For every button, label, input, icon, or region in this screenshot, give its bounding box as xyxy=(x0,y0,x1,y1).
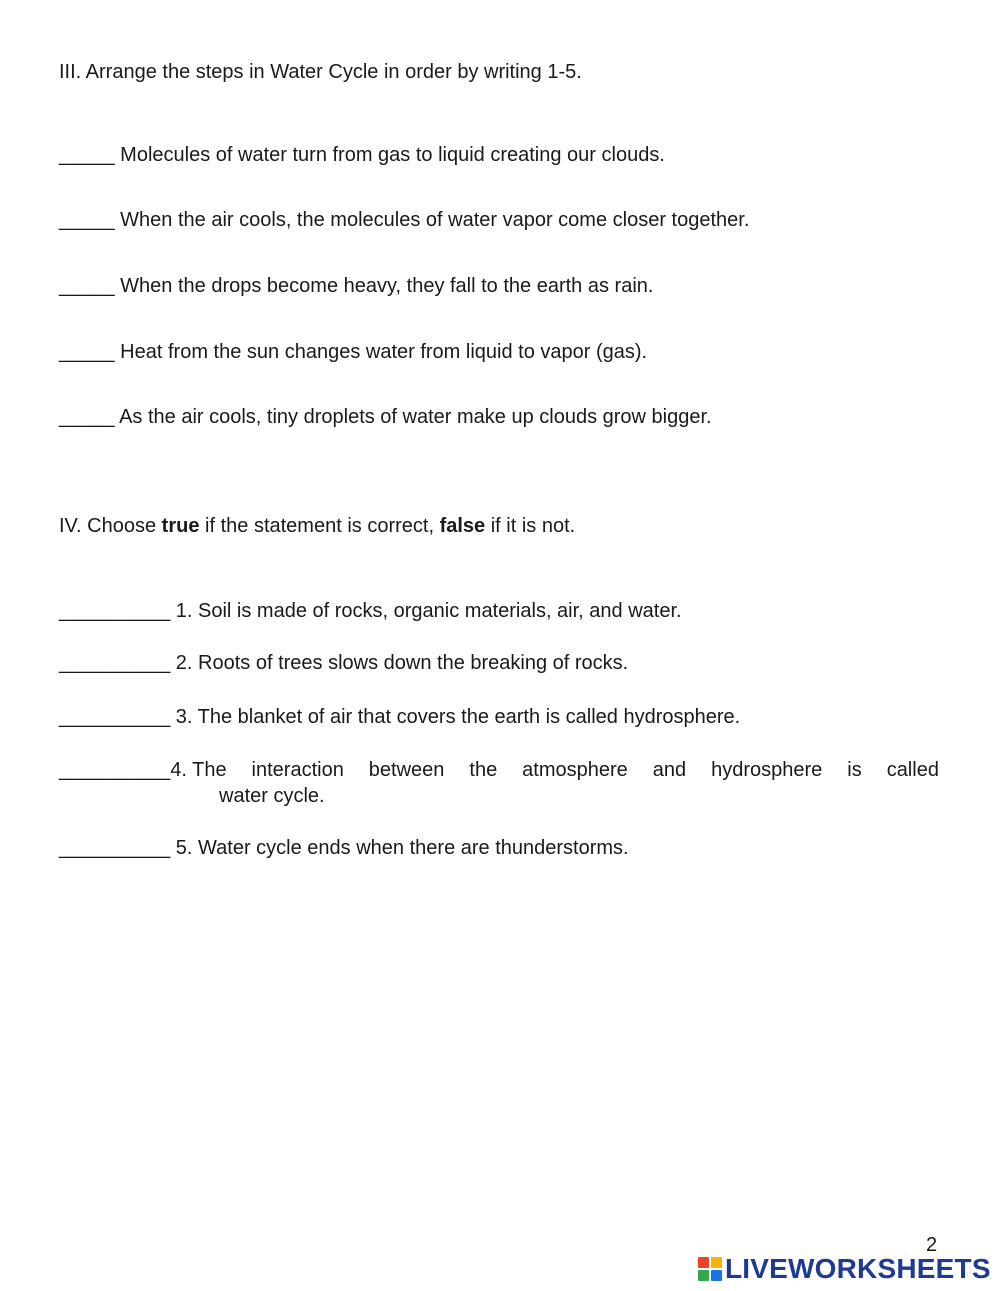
logo-wordmark: LIVEWORKSHEETS xyxy=(725,1253,991,1284)
section-3-heading: III. Arrange the steps in Water Cycle in order by writing 1-5. xyxy=(59,61,582,83)
ordering-item-text: When the air cools, the molecules of water vapor come closer together. xyxy=(114,209,750,231)
page-number: 2 xyxy=(926,1234,938,1256)
answer-blank[interactable]: __________ xyxy=(59,600,171,622)
ordering-item-text: When the drops become heavy, they fall to the earth as rain. xyxy=(114,275,654,297)
answer-blank[interactable]: _____ xyxy=(59,209,115,231)
false-keyword: false xyxy=(439,515,486,537)
statement-word: atmosphere xyxy=(522,759,628,781)
statement-word: 4. The xyxy=(170,759,227,781)
true-false-item xyxy=(59,835,629,861)
answer-blank[interactable]: _____ xyxy=(59,144,115,166)
answer-blank[interactable]: _____ xyxy=(59,341,115,363)
ordering-item-text: Heat from the sun changes water from liquid to vapor (gas). xyxy=(114,341,648,363)
statement-text: 3. The blanket of air that covers the earth is called hydrosphere. xyxy=(170,706,741,728)
true-false-item xyxy=(59,650,628,676)
true-false-item xyxy=(59,704,740,730)
logo-block xyxy=(698,1257,709,1268)
logo-block xyxy=(698,1270,709,1281)
answer-blank[interactable]: __________ xyxy=(59,759,171,781)
liveworksheets-logo[interactable] xyxy=(698,1254,991,1284)
statement-text: 2. Roots of trees slows down the breaking of rocks. xyxy=(170,652,629,674)
ordering-item xyxy=(59,273,653,299)
statement-word: hydrosphere xyxy=(711,759,823,781)
answer-blank[interactable]: _____ xyxy=(59,406,115,428)
ordering-item xyxy=(59,404,712,430)
ordering-item-text: As the air cools, tiny droplets of water make up clouds grow bigger. xyxy=(114,406,712,428)
statement-word: and xyxy=(652,759,687,781)
statement-text: 5. Water cycle ends when there are thunderstorms. xyxy=(170,837,629,859)
statement-word: the xyxy=(469,759,498,781)
answer-blank[interactable]: __________ xyxy=(59,652,171,674)
ordering-item xyxy=(59,142,665,168)
statement-text: 1. Soil is made of rocks, organic materials, air, and water. xyxy=(170,600,682,622)
answer-blank[interactable]: __________ xyxy=(59,706,171,728)
logo-block xyxy=(711,1270,722,1281)
ordering-item-text: Molecules of water turn from gas to liquid creating our clouds. xyxy=(114,144,665,166)
answer-blank[interactable]: _____ xyxy=(59,275,115,297)
logo-blocks-icon xyxy=(698,1257,722,1281)
true-false-item xyxy=(59,757,939,809)
statement-word: called xyxy=(886,759,939,781)
true-keyword: true xyxy=(161,515,200,537)
statement-continuation: water cycle. xyxy=(219,785,325,807)
statement-word: between xyxy=(368,759,445,781)
logo-block xyxy=(711,1257,722,1268)
statement-word: interaction xyxy=(251,759,344,781)
statement-word: is xyxy=(847,759,862,781)
ordering-item xyxy=(59,339,647,365)
ordering-item xyxy=(59,207,749,233)
section-4-heading: IV. Choose true if the statement is correct, false if it is not. xyxy=(59,515,576,537)
true-false-item xyxy=(59,598,682,624)
answer-blank[interactable]: __________ xyxy=(59,837,171,859)
